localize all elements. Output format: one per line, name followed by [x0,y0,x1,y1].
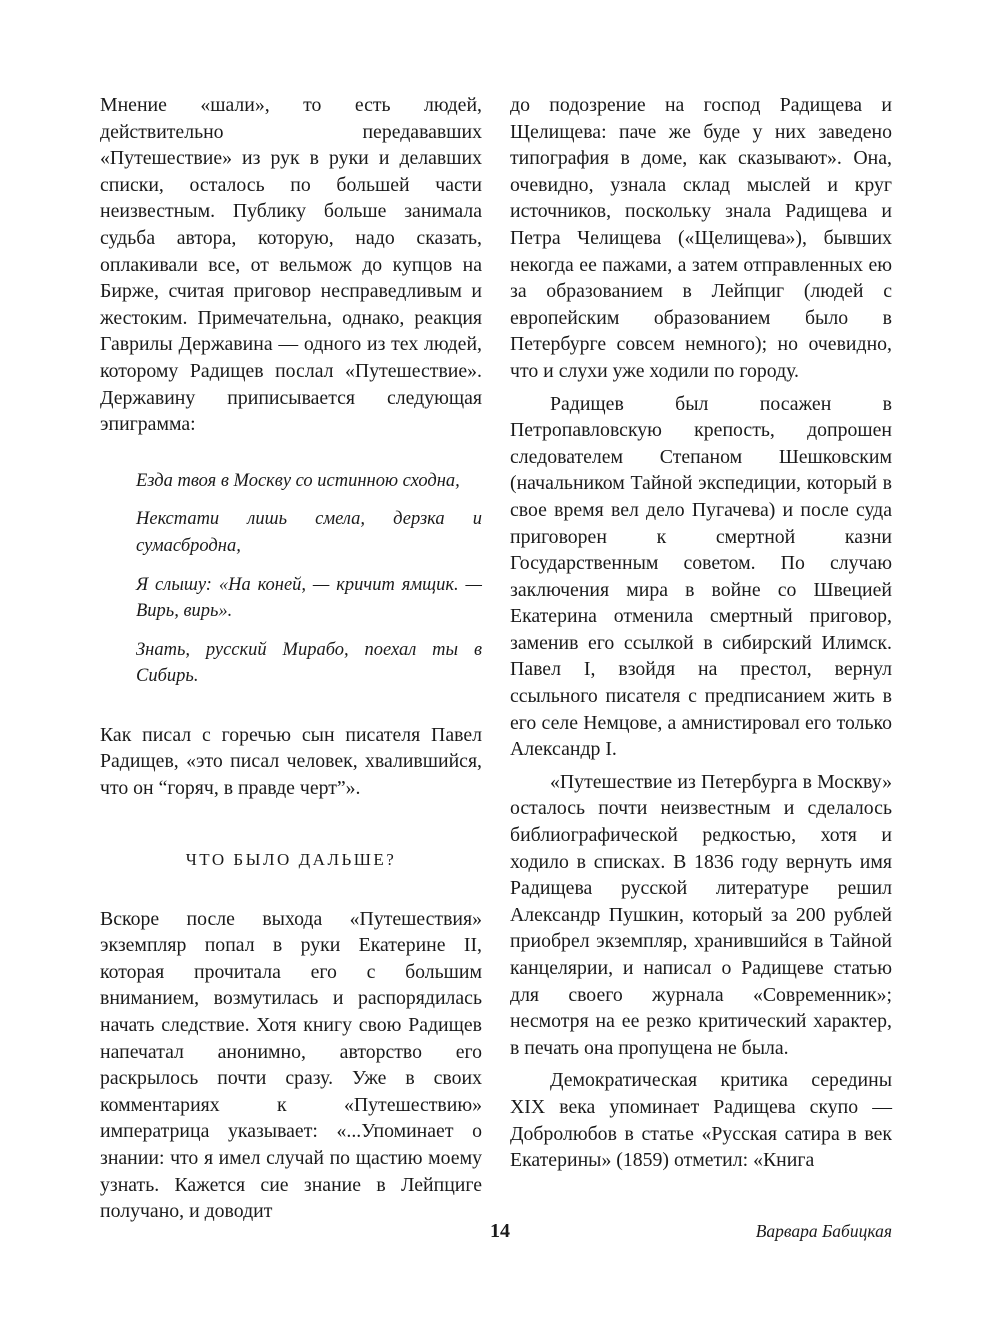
paragraph-pushkin: «Путешествие из Петербурга в Москву» осталось почти неизвестным и сделалось библиографической редкостью, хотя и ходило в списках. В 1836 году вернуть имя Радищева русской литературе решил Александр Пушкин, который за 200 рублей приобрел экземпляр, хранившийся в Тайной канцелярии, и написал о Радищеве статью для своего журнала «Современник»; несмотря на ее резко критический характер, в печать она пропущена не была. [510,770,892,1059]
paragraph-son-quote: Как писал с горечью сын писателя Павел Радищев, «это писал человек, хвалившийся, что он “горяч, в правде черт”». [100,723,482,800]
paragraph-criticism: Демократическая критика середины XIX века упоминает Радищева скупо — Добролюбов в статье «Русская сатира в век Екатерины» (1859) отметил: «Книга [510,1069,892,1172]
epigram [136,468,482,690]
paragraph-suspicion: до подозрение на господ Радищева и Щелищева: паче же буде у них заведено типография в доме, как сказывают». Она, очевидно, узнала склад мыслей и круг источников, поскольку знала Радищева и Петра Челищева («Щелищева»), бывших некогда ее пажами, а затем отправленных ею за образованием в Лейпциг (людей с европейским образованием было в Петербурге совсем немного); но очевидно, что и слухи уже ходили по городу. [510,94,892,382]
epigram-line-2: Некстати лишь смела, дерзка и сумасбродна, [136,509,482,556]
page-number: 14 [490,1220,510,1242]
left-column [100,92,482,1225]
epigram-line-3: Я слышу: «На коней, — кричит ямщик. — Вирь, вирь». [136,574,482,622]
paragraph-reception: Мнение «шали», то есть людей, действительно передававших «Путешествие» из рук в руки и делавших списки, осталось по большей части неизвестным. Публику больше занимала судьба автора, которую, надо сказать, оплакивали все, от вельмож до купцов на Бирже, считая приговор несправедливым и жестоким. Примечательна, однако, реакция Гаврилы Державина — одного из тех людей, которому Радищев послал «Путешествие». Державину приписывается следующая эпиграмма: [100,94,482,436]
epigram-line-1: Езда твоя в Москву со истинною сходна, [136,470,460,491]
epigram-line-4: Знать, русский Мирабо, поехал ты в Сибирь. [136,639,482,687]
section-heading: ЧТО БЫЛО ДАЛЬШЕ? [185,849,397,869]
running-author: Варвара Бабицкая [755,1221,892,1241]
paragraph-arrest: Радищев был посажен в Петропавловскую крепость, допрошен следователем Степаном Шешковским (начальником Тайной экспедиции, который в свое время вел дело Пугачева) и после суда приговорен к смертной казни Государственным советом. По случаю заключения мира в войне со Швецией Екатерина отменила смертный приговор, заменив его ссылкой в сибирский Илимск. Павел I, взойдя на престол, вернул ссыльного писателя с предписанием жить в его селе Немцове, а амнистировал его только Александр I. [510,392,892,761]
paragraph-catherine: Вскоре после выхода «Путешествия» экземпляр попал в руки Екатерине II, которая прочитала его с большим вниманием, возмутилась и распорядилась начать следствие. Хотя книгу свою Радищев напечатал анонимно, авторство его раскрылось почти сразу. Уже в своих комментариях к «Путешествию» императрица указывает: «...Упоминает о знании: что я имел случай по щастию моему узнать. Кажется сие знание в Лейпциге получано, и доводит [100,907,482,1223]
right-column [510,92,892,1174]
